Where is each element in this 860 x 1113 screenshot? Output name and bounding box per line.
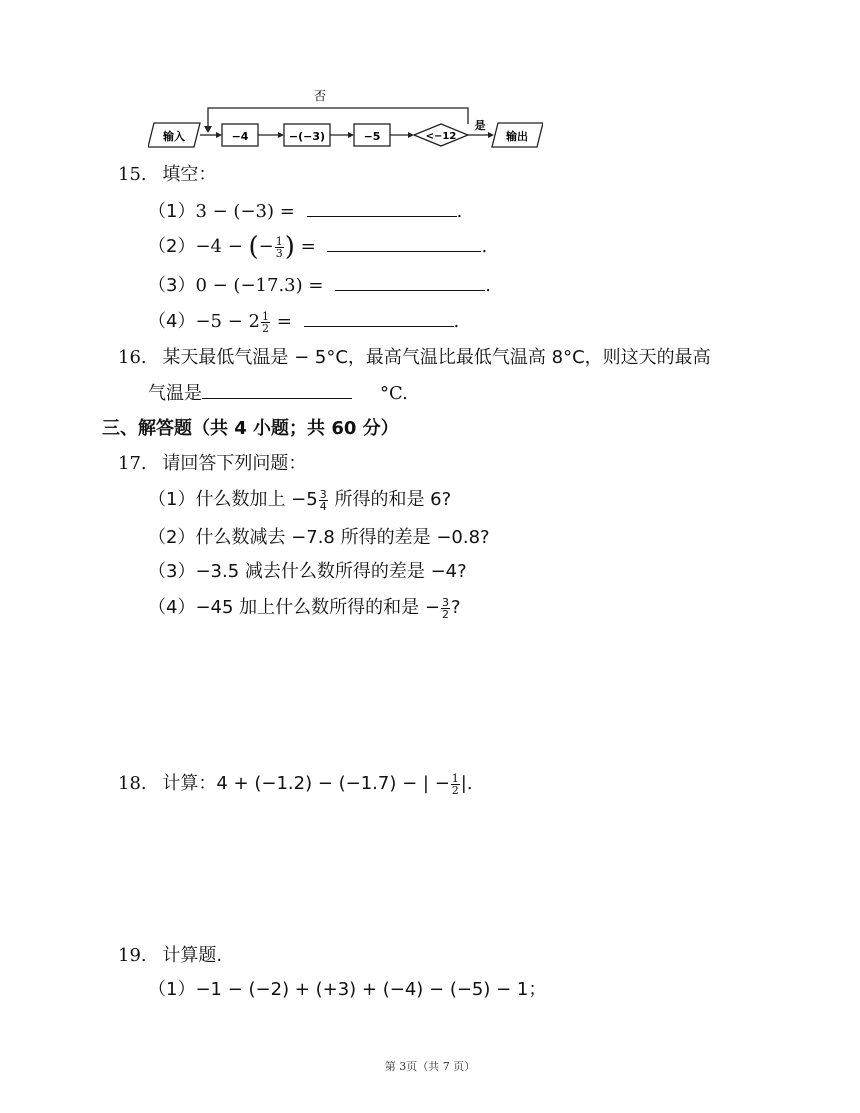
question-number: 18. (118, 773, 147, 794)
item-expr: 0 − (−17.3) = (195, 275, 324, 296)
item-text: （4）−45 加上什么数所得的和是 − (148, 597, 440, 618)
period: . (456, 201, 463, 222)
question-number: 15. (118, 164, 147, 185)
question-text: |. (460, 773, 473, 794)
item-text: （1）什么数加上 −5 (148, 489, 318, 510)
q17-item-1 (148, 488, 451, 512)
q16-line1 (118, 346, 711, 370)
flow-output-label: 输出 (506, 130, 528, 143)
q17-header (118, 452, 306, 476)
q17-item-4 (148, 596, 461, 620)
q16-line2 (148, 380, 408, 406)
unit: °C. (380, 383, 408, 404)
item-text: 所得的和是 6? (328, 489, 452, 510)
q17-item-2: （2）什么数减去 −7.8 所得的差是 −0.8? (148, 527, 490, 548)
fraction: $\frac{3}{4}$ (319, 487, 327, 513)
flow-decision-label: <−12 (425, 131, 457, 142)
question-number: 16. (118, 347, 147, 368)
answer-blank[interactable] (327, 233, 481, 252)
flow-yes-label: 是 (474, 119, 486, 132)
fraction: $\frac{1}{3}$ (275, 234, 283, 260)
answer-blank[interactable] (202, 380, 352, 399)
flow-input-label: 输入 (163, 130, 185, 143)
q18 (118, 772, 473, 796)
q15-item-3 (148, 272, 491, 298)
q15-item-1 (148, 198, 462, 224)
paren-close: ) (284, 232, 295, 262)
question-title: 计算题. (162, 945, 223, 966)
flow-box1-label: −4 (231, 130, 249, 143)
fraction: $\frac{1}{2}$ (261, 309, 269, 335)
answer-blank[interactable] (304, 308, 454, 327)
question-text: 计算：4 + (−1.2) − (−1.7) − | − (162, 773, 450, 794)
equals: = (294, 236, 316, 257)
answer-blank[interactable] (307, 198, 457, 217)
period: . (481, 236, 488, 257)
item-text: ? (450, 597, 461, 618)
q15-item-4 (148, 308, 459, 334)
item-label: （2） (148, 236, 196, 257)
q17-item-3: （3）−3.5 减去什么数所得的差是 −4? (148, 561, 467, 582)
fraction: $\frac{3}{2}$ (441, 595, 449, 621)
fraction: $\frac{1}{2}$ (451, 771, 459, 797)
equals: = (270, 311, 292, 332)
item-expr: 3 − (−3) = (195, 201, 295, 222)
flowchart (148, 84, 543, 154)
period: . (453, 311, 460, 332)
paren-open: ( (248, 232, 259, 262)
q19-header (118, 944, 222, 968)
flow-box2-label: −(−3) (288, 130, 326, 143)
item-label: （1） (148, 201, 196, 222)
q15-item-2: （2）−4 − (− $\frac{1}{3}$ ) = . (148, 232, 488, 262)
question-title: 填空： (162, 164, 217, 185)
question-number: 17. (118, 453, 147, 474)
question-text: 气温是 (148, 383, 202, 404)
page-footer: 第 3页（共 7 页） (384, 1060, 476, 1073)
item-expr: −4 − (195, 236, 249, 257)
question-number: 19. (118, 945, 147, 966)
period: . (485, 275, 491, 296)
question-text: 某天最低气温是 − 5°C，最高气温比最低气温高 8°C，则这天的最高 (162, 347, 711, 368)
item-label: （3） (148, 275, 196, 296)
q15-header (118, 163, 216, 187)
item-label: （4） (148, 311, 196, 332)
item-text: （1）−1 − (−2) + (+3) + (−4) − (−5) − 1； (148, 979, 547, 1000)
flow-box3-label: −5 (363, 130, 381, 143)
answer-blank[interactable] (335, 272, 485, 291)
section-title: 三、解答题（共 4 小题；共 60 分） (102, 418, 399, 439)
flow-no-label: 否 (313, 89, 327, 103)
q19-item-1 (148, 978, 546, 1002)
question-title: 请回答下列问题： (162, 453, 307, 474)
item-expr: −5 − 2 (195, 311, 260, 332)
